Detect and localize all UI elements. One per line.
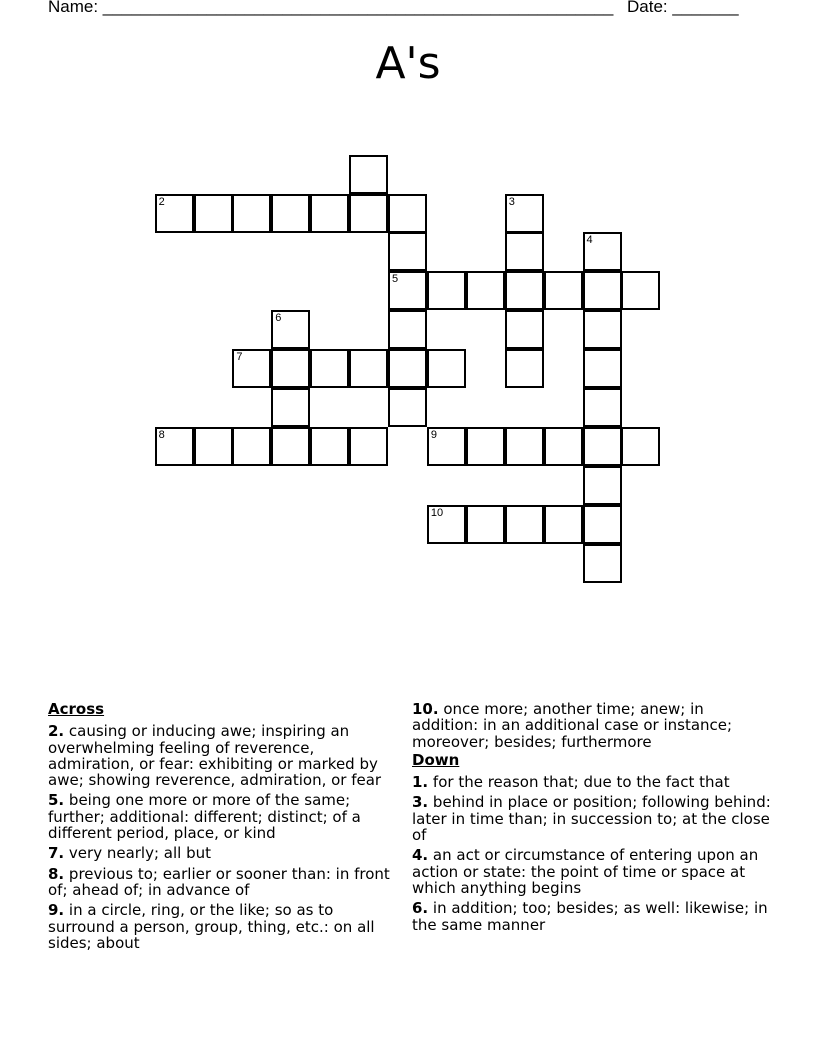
date-field-label[interactable]: Date: _______ xyxy=(627,0,739,16)
grid-cell[interactable] xyxy=(466,505,505,544)
name-field-label[interactable]: Name: ______________________________________________________ xyxy=(48,0,614,16)
grid-cell[interactable] xyxy=(427,505,466,544)
clue-number: 8 xyxy=(158,428,165,441)
clue-number: 6 xyxy=(275,312,282,325)
grid-cell[interactable] xyxy=(388,349,427,388)
grid-cell[interactable] xyxy=(232,427,271,466)
grid-cell[interactable] xyxy=(583,427,622,466)
grid-cell[interactable] xyxy=(271,310,310,349)
grid-cell[interactable] xyxy=(621,427,660,466)
clue-across-5: 5. being one more or more of the same; further; additional: different; distinct; of a different period, place, or kind xyxy=(48,791,361,843)
down-heading: Down xyxy=(412,750,460,769)
clue-number: 2 xyxy=(158,195,165,208)
grid-cell[interactable] xyxy=(388,388,427,427)
grid-cell[interactable] xyxy=(544,505,583,544)
clue-number: 7 xyxy=(236,351,243,364)
grid-cell[interactable] xyxy=(388,310,427,349)
clue-down-6: 6. in addition; too; besides; as well: likewise; in the same manner xyxy=(412,899,768,934)
clue-down-3: 3. behind in place or position; following behind: later in time than; in succession to; at the close of xyxy=(412,793,771,845)
grid-cell[interactable] xyxy=(505,194,544,233)
clue-across-8: 8. previous to; earlier or sooner than: in front of; ahead of; in advance of xyxy=(48,864,390,899)
grid-cell[interactable] xyxy=(232,194,271,233)
grid-cell[interactable] xyxy=(583,271,622,310)
grid-cell[interactable] xyxy=(271,388,310,427)
grid-cell[interactable] xyxy=(505,349,544,388)
grid-cell[interactable] xyxy=(349,155,388,194)
clue-number: 10 xyxy=(430,506,444,519)
grid-cell[interactable] xyxy=(505,271,544,310)
grid-cell[interactable] xyxy=(583,310,622,349)
grid-cell[interactable] xyxy=(310,427,349,466)
grid-cell[interactable] xyxy=(388,271,427,310)
grid-cell[interactable] xyxy=(427,349,466,388)
clue-across-9: 9. in a circle, ring, or the like; so as to surround a person, group, thing, etc.: on all sides; about xyxy=(48,901,375,952)
grid-cell[interactable] xyxy=(583,544,622,583)
grid-cell[interactable] xyxy=(349,194,388,233)
grid-cell[interactable] xyxy=(194,427,233,466)
grid-cell[interactable] xyxy=(271,349,310,388)
grid-cell[interactable] xyxy=(427,427,466,466)
grid-cell[interactable] xyxy=(583,349,622,388)
grid-cell[interactable] xyxy=(349,349,388,388)
grid-cell[interactable] xyxy=(388,232,427,271)
grid-cell[interactable] xyxy=(544,427,583,466)
clue-number: 4 xyxy=(586,234,593,247)
grid-cell[interactable] xyxy=(583,466,622,505)
grid-cell[interactable] xyxy=(466,427,505,466)
clue-number: 3 xyxy=(508,195,515,208)
grid-cell[interactable] xyxy=(155,427,194,466)
grid-cell[interactable] xyxy=(466,271,505,310)
clues-column-left xyxy=(48,701,393,955)
clue-across-2: 2. causing or inducing awe; inspiring an overwhelming feeling of reverence, admiration, or fear: exhibiting or marked by awe; showing reverence, admiration, or fear xyxy=(48,722,382,790)
grid-cell[interactable] xyxy=(583,505,622,544)
grid-cell[interactable] xyxy=(621,271,660,310)
grid-cell[interactable] xyxy=(427,271,466,310)
across-heading: Across xyxy=(48,700,105,718)
clue-down-1: 1. for the reason that; due to the fact that xyxy=(412,773,730,792)
clue-down-4: 4. an act or circumstance of entering upon an action or state: the point of time or space at which anything begins xyxy=(412,846,759,897)
grid-cell[interactable] xyxy=(505,310,544,349)
clues-column-right xyxy=(412,701,772,937)
grid-cell[interactable] xyxy=(232,349,271,388)
puzzle-title: A's xyxy=(375,38,441,89)
clue-number: 9 xyxy=(430,428,438,441)
grid-cell[interactable] xyxy=(388,194,427,233)
grid-cell[interactable] xyxy=(505,427,544,466)
clue-across-7: 7. very nearly; all but xyxy=(48,844,212,863)
clue-across-10: 10. once more; another time; anew; in addition: in an additional case or instance; moreover; besides; furthermore xyxy=(412,700,733,751)
grid-cell[interactable] xyxy=(505,232,544,271)
grid-cell[interactable] xyxy=(310,194,349,233)
grid-cell[interactable] xyxy=(310,349,349,388)
grid-cell[interactable] xyxy=(271,194,310,233)
clue-number: 5 xyxy=(392,273,399,286)
grid-cell[interactable] xyxy=(505,505,544,544)
grid-cell[interactable] xyxy=(583,232,622,271)
grid-cell[interactable] xyxy=(194,194,233,233)
grid-cell[interactable] xyxy=(583,388,622,427)
grid-cell[interactable] xyxy=(271,427,310,466)
grid-cell[interactable] xyxy=(155,194,194,233)
grid-cell[interactable] xyxy=(349,427,388,466)
grid-cell[interactable] xyxy=(544,271,583,310)
